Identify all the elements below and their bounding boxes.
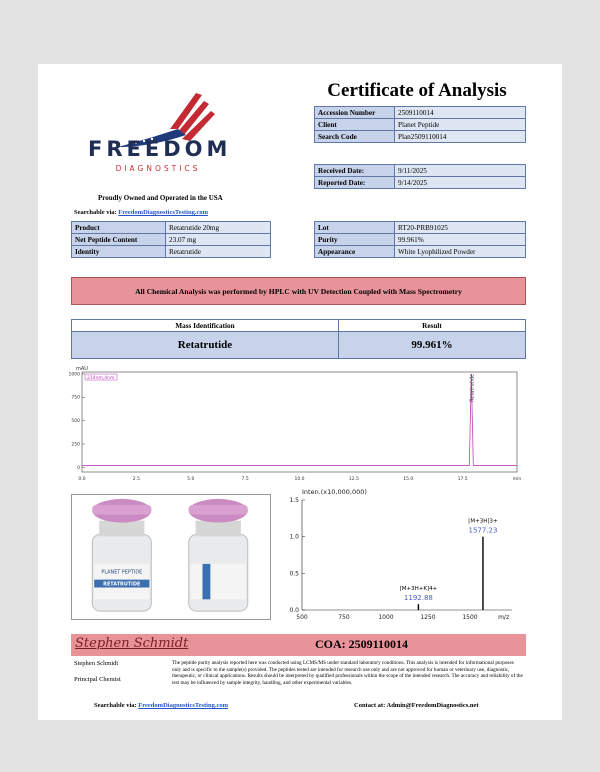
y-tick-label: 0.0 — [289, 607, 299, 614]
searchable-line — [74, 209, 208, 216]
table-header-row — [72, 320, 526, 332]
label-cell: Reported Date: — [315, 177, 395, 189]
table-row — [315, 222, 526, 234]
x-tick-label: 10.0 — [294, 477, 305, 482]
owned-text: Proudly Owned and Operated in the USA — [98, 194, 223, 202]
method-banner: All Chemical Analysis was performed by HPLC with UV Detection Coupled with Mass Spectrometry — [71, 277, 526, 305]
peak-label: Retatrutide — [469, 373, 476, 402]
x-tick-label: 17.5 — [457, 477, 468, 482]
label-cell: Received Date: — [315, 165, 395, 177]
x-tick-label: 15.0 — [403, 477, 414, 482]
footer-search — [94, 702, 228, 709]
y-tick-label: 0 — [77, 465, 80, 471]
value-cell: 9/14/2025 — [395, 177, 526, 189]
label-cell: Search Code — [315, 131, 395, 143]
mass-spectrum-chart — [276, 486, 526, 628]
y-tick-label: 1000 — [68, 372, 80, 378]
peak-ion-label: [M+3H]3+ — [468, 518, 498, 525]
result-cell: 99.961% — [338, 332, 525, 359]
mass-table — [71, 319, 526, 359]
lot-table — [314, 221, 526, 258]
vial-photos — [71, 494, 271, 620]
vial-brand-text: PLANET PEPTIDE — [101, 569, 143, 576]
x-tick-label: 1000 — [378, 614, 394, 621]
chemist-name: Stephen Schmidt — [74, 660, 119, 667]
table-row — [315, 165, 526, 177]
signature-bar — [71, 634, 526, 656]
footer-contact: Contact at: Admin@FreedomDiagnostics.net — [354, 702, 479, 709]
label-cell: Client — [315, 119, 395, 131]
footer-search-prefix: Searchable via: — [94, 702, 137, 709]
searchable-prefix: Searchable via: — [74, 209, 117, 216]
value-cell: 23.07 mg — [166, 234, 271, 246]
table-row — [315, 107, 526, 119]
x-tick-label: 1500 — [462, 614, 478, 621]
value-cell: 2509110014 — [395, 107, 526, 119]
x-tick-label: 12.5 — [348, 477, 359, 482]
label-cell: Net Peptide Content — [72, 234, 166, 246]
document-title: Certificate of Analysis — [327, 80, 507, 101]
legend-label: 214nm,4nm — [87, 375, 115, 381]
product-table — [71, 221, 271, 258]
table-row — [72, 246, 271, 258]
x-tick-label: 2.5 — [132, 477, 140, 482]
y-axis-label: mAU — [76, 366, 88, 372]
hplc-chromatogram — [62, 364, 532, 492]
dates-table — [314, 164, 526, 189]
x-tick-label: 0.0 — [78, 477, 86, 482]
plot-frame — [82, 372, 517, 472]
label-cell: Appearance — [315, 246, 395, 258]
table-row — [315, 119, 526, 131]
chart-title: Inten.(x10,000,000) — [302, 488, 367, 496]
table-row — [315, 246, 526, 258]
disclaimer-text: The peptide purity analysis reported here was conducted using LCMS/MS under standard laboratory conditions. This analysis is intended for informational purposes only and is specific to the sample(s) provided. The peptides tested are intended for research use only and are not approved for human or veterinary use, diagnostic, therapeutic, or clinical applications. Results should be interpreted by qualified professionals within the scope of the intended research. The accuracy and reliability of the test may be influenced by sample integrity, handling, and other experimental variables. — [172, 660, 523, 686]
brand-sub: DIAGNOSTICS — [115, 164, 201, 173]
value-cell: Retatrutide — [166, 246, 271, 258]
value-cell: RT20-PRB91025 — [395, 222, 526, 234]
certificate-page — [38, 64, 562, 720]
footer-search-link[interactable]: FreedomDiagnosticsTesting.com — [138, 702, 229, 709]
label-cell: Product — [72, 222, 166, 234]
table-row — [315, 177, 526, 189]
column-header: Mass Identification — [72, 320, 339, 332]
chemist-role: Principal Chemist — [74, 676, 121, 683]
coa-number: COA: 2509110014 — [315, 637, 408, 651]
table-row — [315, 234, 526, 246]
vial-product-text: RETATRUTIDE — [103, 581, 141, 588]
y-tick-label: 1.0 — [289, 533, 299, 541]
table-row — [72, 332, 526, 359]
table-row — [315, 131, 526, 143]
searchable-link[interactable]: FreedomDiagnosticsTesting.com — [118, 209, 209, 216]
peak-mz-label: 1577.23 — [468, 526, 498, 535]
chromatogram-trace — [82, 374, 517, 466]
x-tick-label: 5.0 — [187, 477, 195, 482]
label-cell: Identity — [72, 246, 166, 258]
y-tick-label: 1.5 — [289, 497, 299, 504]
value-cell: White Lyophilized Powder — [395, 246, 526, 258]
header-table — [314, 106, 526, 143]
table-row — [72, 222, 271, 234]
value-cell: Planet Peptide — [395, 119, 526, 131]
signature: Stephen Schmidt — [75, 636, 189, 651]
x-tick-label: 750 — [338, 614, 350, 621]
value-cell: Retatrutide 20mg — [166, 222, 271, 234]
value-cell: 99.961% — [395, 234, 526, 246]
x-tick-label: 7.5 — [241, 477, 249, 482]
x-tick-label: 500 — [296, 614, 308, 621]
label-cell: Lot — [315, 222, 395, 234]
label-cell: Purity — [315, 234, 395, 246]
identity-cell: Retatrutide — [72, 332, 339, 359]
table-row — [72, 234, 271, 246]
column-header: Result — [338, 320, 525, 332]
y-tick-label: 0.5 — [289, 570, 299, 578]
y-tick-label: 500 — [71, 419, 80, 425]
x-tick-label: 1250 — [420, 614, 436, 621]
x-tick-label: min — [512, 477, 522, 482]
y-tick-label: 750 — [71, 395, 80, 401]
value-cell: 9/11/2025 — [395, 165, 526, 177]
label-cell: Accession Number — [315, 107, 395, 119]
value-cell: Plan2509110014 — [395, 131, 526, 143]
y-tick-label: 250 — [71, 442, 80, 448]
brand-name: FREEDOM — [88, 137, 232, 161]
peak-mz-label: 1192.88 — [403, 594, 433, 603]
peak-ion-label: [M+3H+K]4+ — [399, 586, 438, 593]
x-tick-label: m/z — [498, 614, 510, 621]
